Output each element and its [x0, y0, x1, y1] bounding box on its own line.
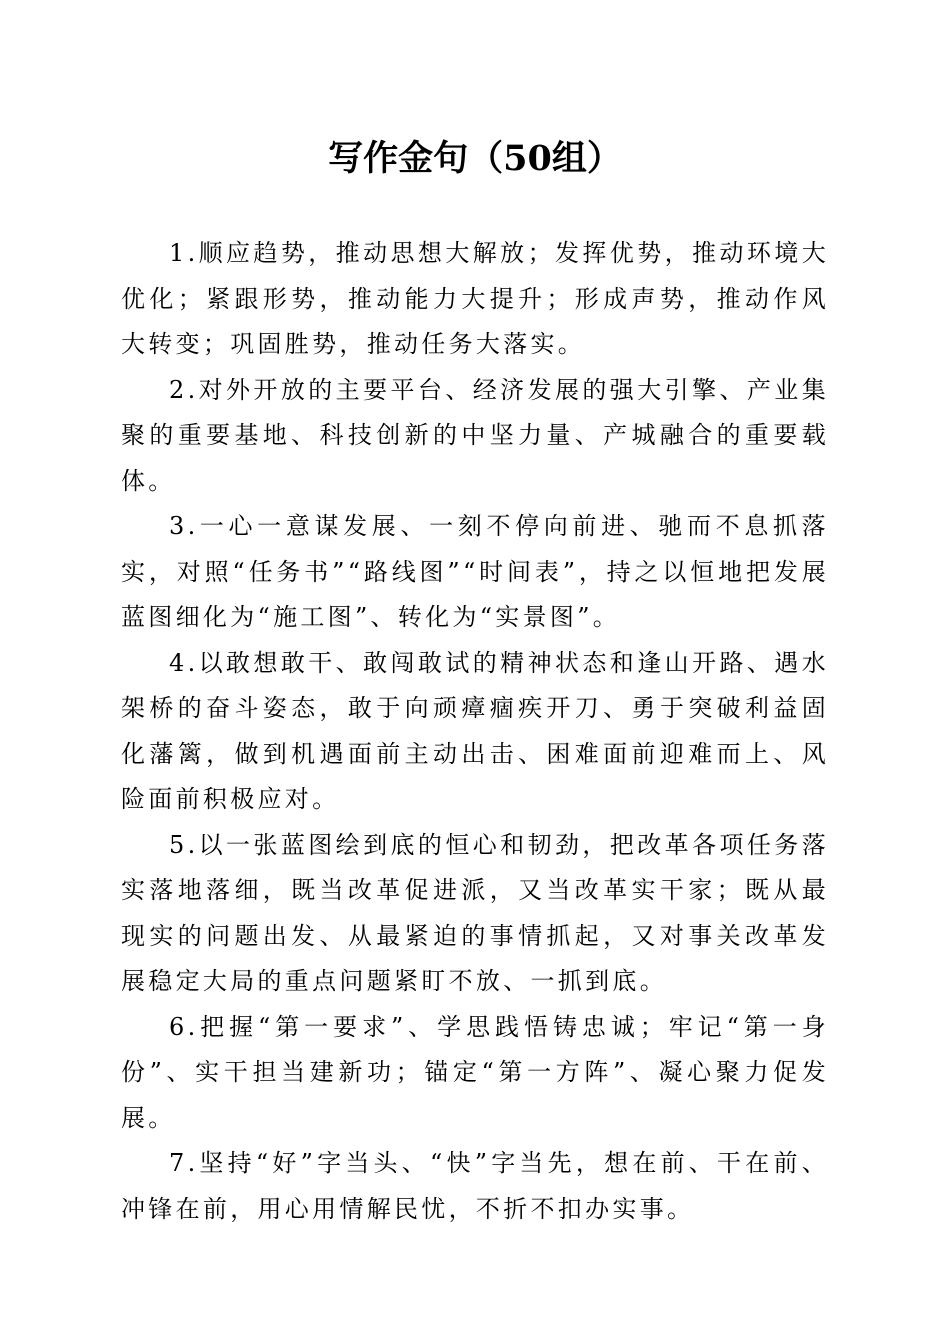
paragraph-5: 5.以一张蓝图绘到底的恒心和韧劲，把改革各项任务落实落地落细，既当改革促进派，又当改革实干家；既从最现实的问题出发、从最紧迫的事情抓起，又对事关改革发展稳定大局的重点问题紧盯不放、一抓到底。	[121, 830, 829, 995]
paragraph-1: 1.顺应趋势，推动思想大解放；发挥优势，推动环境大优化；紧跟形势，推动能力大提升；形成声势，推动作风大转变；巩固胜势，推动任务大落实。	[121, 239, 829, 358]
paragraph-7: 7.坚持“好”字当头、“快”字当先，想在前、干在前、冲锋在前，用心用情解民忧，不折不扣办实事。	[121, 1149, 829, 1223]
document-title: 写作金句（50组）	[328, 138, 622, 179]
paragraph-4: 4.以敢想敢干、敢闯敢试的精神状态和逢山开路、遇水架桥的奋斗姿态，敢于向顽瘴痼疾开刀、勇于突破利益固化藩篱，做到机遇面前主动出击、困难面前迎难而上、风险面前积极应对。	[121, 648, 829, 813]
paragraph-2: 2.对外开放的主要平台、经济发展的强大引擎、产业集聚的重要基地、科技创新的中坚力量、产城融合的重要载体。	[121, 375, 829, 495]
paragraph-3: 3.一心一意谋发展、一刻不停向前进、驰而不息抓落实，对照“任务书”“路线图”“时间表”，持之以恒地把发展蓝图细化为“施工图”、转化为“实景图”。	[121, 512, 829, 631]
document-body	[121, 231, 829, 1232]
paragraph-6: 6.把握“第一要求”、学思践悟铸忠诚；牢记“第一身份”、实干担当建新功；锚定“第一方阵”、凝心聚力促发展。	[121, 1012, 829, 1132]
